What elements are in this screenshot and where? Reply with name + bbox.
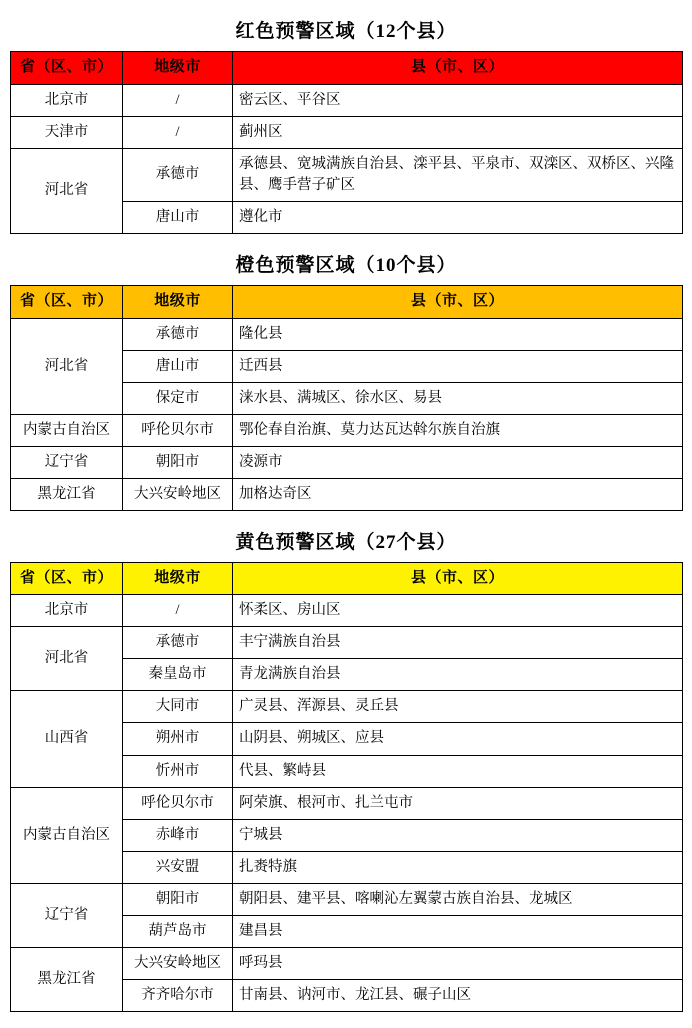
cell-city: 唐山市 (123, 201, 233, 233)
cell-county: 甘南县、讷河市、龙江县、碾子山区 (233, 979, 683, 1011)
table-yellow-warning (10, 562, 683, 1012)
column-header-province: 省（区、市） (11, 562, 123, 595)
cell-county: 代县、繁峙县 (233, 755, 683, 787)
cell-city: / (123, 595, 233, 627)
cell-city: 呼伦贝尔市 (123, 414, 233, 446)
column-header-county: 县（市、区） (233, 52, 683, 85)
cell-county: 山阴县、朔城区、应县 (233, 723, 683, 755)
cell-county: 阿荣旗、根河市、扎兰屯市 (233, 787, 683, 819)
column-header-city: 地级市 (123, 52, 233, 85)
cell-county: 鄂伦春自治旗、莫力达瓦达斡尔族自治旗 (233, 414, 683, 446)
cell-city: 朔州市 (123, 723, 233, 755)
section-orange-warning (10, 240, 682, 511)
cell-county: 加格达奇区 (233, 478, 683, 510)
cell-county: 怀柔区、房山区 (233, 595, 683, 627)
cell-city: 大兴安岭地区 (123, 478, 233, 510)
cell-province: 河北省 (11, 148, 123, 233)
cell-county: 呼玛县 (233, 947, 683, 979)
section-title-yellow: 黄色预警区域（27个县） (235, 531, 457, 553)
table-row (11, 414, 683, 446)
cell-city: 朝阳市 (123, 883, 233, 915)
column-header-county: 县（市、区） (233, 285, 683, 318)
cell-province: 北京市 (11, 84, 123, 116)
cell-city: 唐山市 (123, 350, 233, 382)
table-row (11, 318, 683, 350)
cell-province: 天津市 (11, 116, 123, 148)
cell-city: 朝阳市 (123, 446, 233, 478)
cell-county: 建昌县 (233, 915, 683, 947)
cell-city: 大兴安岭地区 (123, 947, 233, 979)
cell-province: 辽宁省 (11, 883, 123, 947)
table-row (11, 446, 683, 478)
cell-county: 凌源市 (233, 446, 683, 478)
cell-province: 内蒙古自治区 (11, 787, 123, 883)
column-header-county: 县（市、区） (233, 562, 683, 595)
cell-city: 承德市 (123, 627, 233, 659)
cell-county: 承德县、宽城满族自治县、滦平县、平泉市、双滦区、双桥区、兴隆县、鹰手营子矿区 (233, 148, 683, 201)
cell-city: 承德市 (123, 148, 233, 201)
table-row (11, 627, 683, 659)
cell-county: 密云区、平谷区 (233, 84, 683, 116)
table-row (11, 595, 683, 627)
cell-province: 内蒙古自治区 (11, 414, 123, 446)
table-header-row (11, 562, 683, 595)
cell-city: 呼伦贝尔市 (123, 787, 233, 819)
cell-city: 秦皇岛市 (123, 659, 233, 691)
cell-county: 迁西县 (233, 350, 683, 382)
cell-province: 北京市 (11, 595, 123, 627)
cell-city: 大同市 (123, 691, 233, 723)
cell-county: 丰宁满族自治县 (233, 627, 683, 659)
column-header-city: 地级市 (123, 285, 233, 318)
table-row (11, 84, 683, 116)
cell-city: / (123, 116, 233, 148)
cell-city: 保定市 (123, 382, 233, 414)
cell-county: 朝阳县、建平县、喀喇沁左翼蒙古族自治县、龙城区 (233, 883, 683, 915)
table-row (11, 148, 683, 201)
cell-county: 广灵县、浑源县、灵丘县 (233, 691, 683, 723)
section-red-warning (10, 6, 682, 234)
column-header-province: 省（区、市） (11, 285, 123, 318)
table-row (11, 947, 683, 979)
cell-city: 兴安盟 (123, 851, 233, 883)
cell-province: 黑龙江省 (11, 478, 123, 510)
column-header-province: 省（区、市） (11, 52, 123, 85)
table-orange-warning (10, 285, 683, 511)
cell-city: / (123, 84, 233, 116)
cell-county: 蓟州区 (233, 116, 683, 148)
cell-county: 青龙满族自治县 (233, 659, 683, 691)
table-red-warning (10, 51, 683, 234)
table-row (11, 691, 683, 723)
cell-province: 黑龙江省 (11, 947, 123, 1011)
table-row (11, 883, 683, 915)
cell-county: 隆化县 (233, 318, 683, 350)
section-title-red: 红色预警区域（12个县） (235, 21, 457, 42)
table-row (11, 116, 683, 148)
cell-county: 涞水县、满城区、徐水区、易县 (233, 382, 683, 414)
cell-county: 扎赉特旗 (233, 851, 683, 883)
cell-county: 遵化市 (233, 201, 683, 233)
section-yellow-warning (10, 517, 682, 1012)
cell-city: 齐齐哈尔市 (123, 979, 233, 1011)
cell-city: 忻州市 (123, 755, 233, 787)
section-title-orange: 橙色预警区域（10个县） (235, 254, 457, 276)
table-row (11, 478, 683, 510)
table-row (11, 787, 683, 819)
cell-city: 赤峰市 (123, 819, 233, 851)
cell-province: 辽宁省 (11, 446, 123, 478)
cell-county: 宁城县 (233, 819, 683, 851)
cell-city: 葫芦岛市 (123, 915, 233, 947)
table-header-row (11, 285, 683, 318)
column-header-city: 地级市 (123, 562, 233, 595)
cell-province: 河北省 (11, 318, 123, 414)
cell-province: 河北省 (11, 627, 123, 691)
table-header-row (11, 52, 683, 85)
cell-province: 山西省 (11, 691, 123, 787)
cell-city: 承德市 (123, 318, 233, 350)
